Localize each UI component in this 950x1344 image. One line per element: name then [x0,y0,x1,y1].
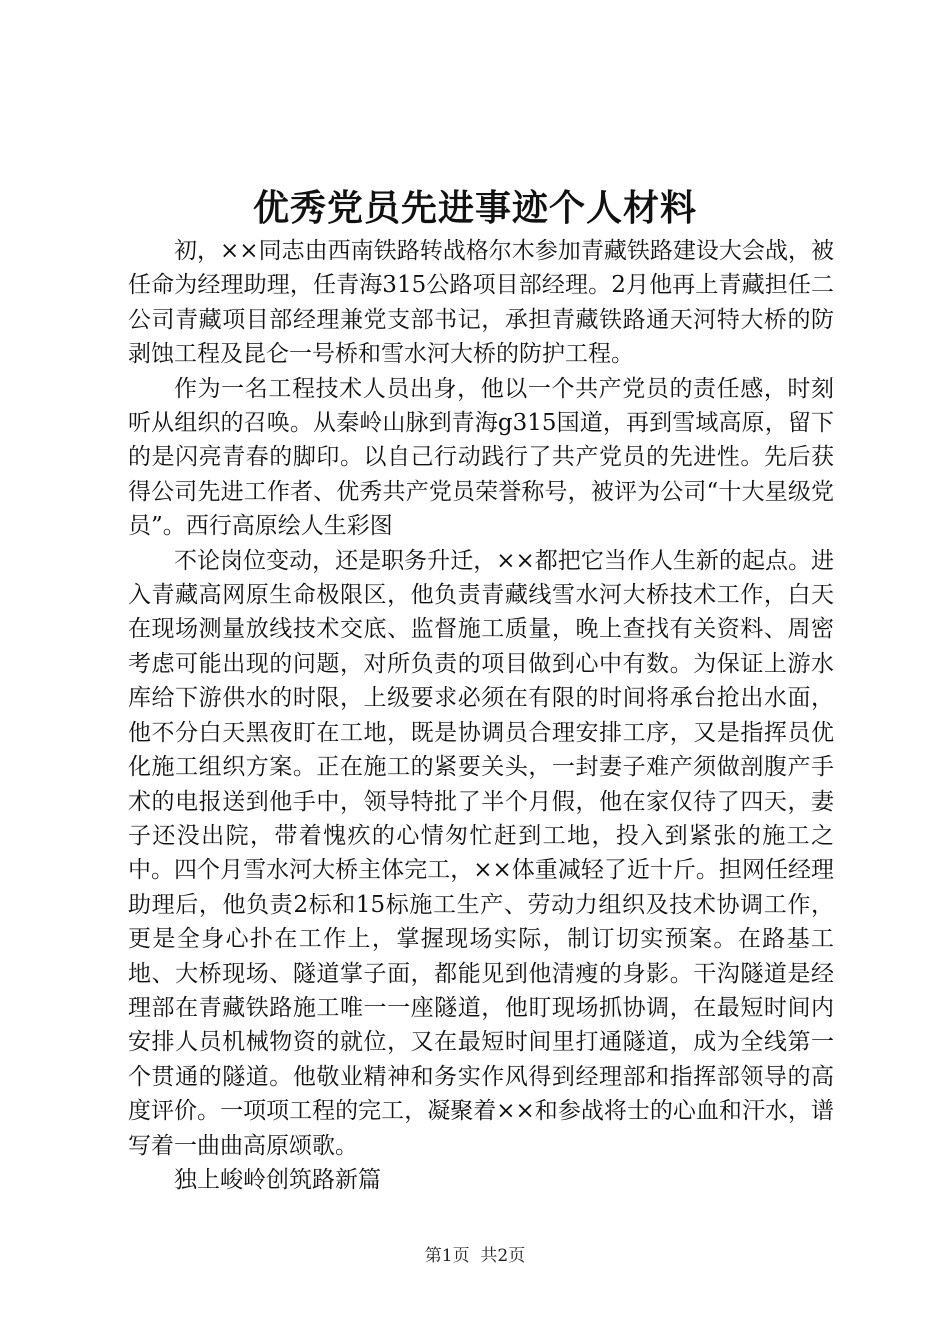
page-number-label: 第1页 共2页 [424,1246,526,1266]
paragraph-4-heading: 独上峻岭创筑路新篇 [174,1166,381,1193]
page-footer [0,1244,950,1268]
document-body [128,234,834,1197]
paragraph-3: 不论岗位变动，还是职务升迁，××都把它当作人生新的起点。进入青藏高网原生命极限区，他负责青藏线雪水河大桥技术工作，白天在现场测量放线技术交底、监督施工质量，晚上查找有关资料、周密考虑可能出现的问题，对所负责的项目做到心中有数。为保证上游水库给下游供水的时限，上级要求必须在有限的时间将承台抢出水面，他不分白天黑夜盯在工地，既是协调员合理安排工序，又是指挥员优化施工组织方案。正在施工的紧要关头，一封妻子难产须做剖腹产手术的电报送到他手中，领导特批了半个月假，他在家仅待了四天，妻子还没出院，带着愧疚的心情匆忙赶到工地，投入到紧张的施工之中。四个月雪水河大桥主体完工，××体重减轻了近十斤。担网任经理助理后，他负责2标和15标施工生产、劳动力组织及技术协调工作，更是全身心扑在工作上，掌握现场实际，制订切实预案。在路基工地、大桥现场、隧道掌子面，都能见到他清瘦的身影。干沟隧道是经理部在青藏铁路施工唯一一座隧道，他盯现场抓协调，在最短时间内安排人员机械物资的就位，又在最短时间里打通隧道，成为全线第一个贯通的隧道。他敬业精神和务实作风得到经理部和指挥部领导的高度评价。一项项工程的完工，凝聚着××和参战将士的心血和汗水，谱写着一曲曲高原颂歌。 [128,547,834,1159]
paragraph-1: 初，××同志由西南铁路转战格尔木参加青藏铁路建设大会战，被任命为经理助理，任青海315公路项目部经理。2月他再上青藏担任二公司青藏项目部经理兼党支部书记，承担青藏铁路通天河特大桥的防剥蚀工程及昆仑一号桥和雪水河大桥的防护工程。 [128,238,834,368]
document-title: 优秀党员先进事迹个人材料 [252,187,697,229]
paragraph-2: 作为一名工程技术人员出身，他以一个共产党员的责任感，时刻听从组织的召唤。从秦岭山脉到青海g315国道，再到雪域高原，留下的是闪亮青春的脚印。以自己行动践行了共产党员的先进性。先后获得公司先进工作者、优秀共产党员荣誉称号，被评为公司“十大星级党员”。西行高原绘人生彩图 [128,375,834,540]
